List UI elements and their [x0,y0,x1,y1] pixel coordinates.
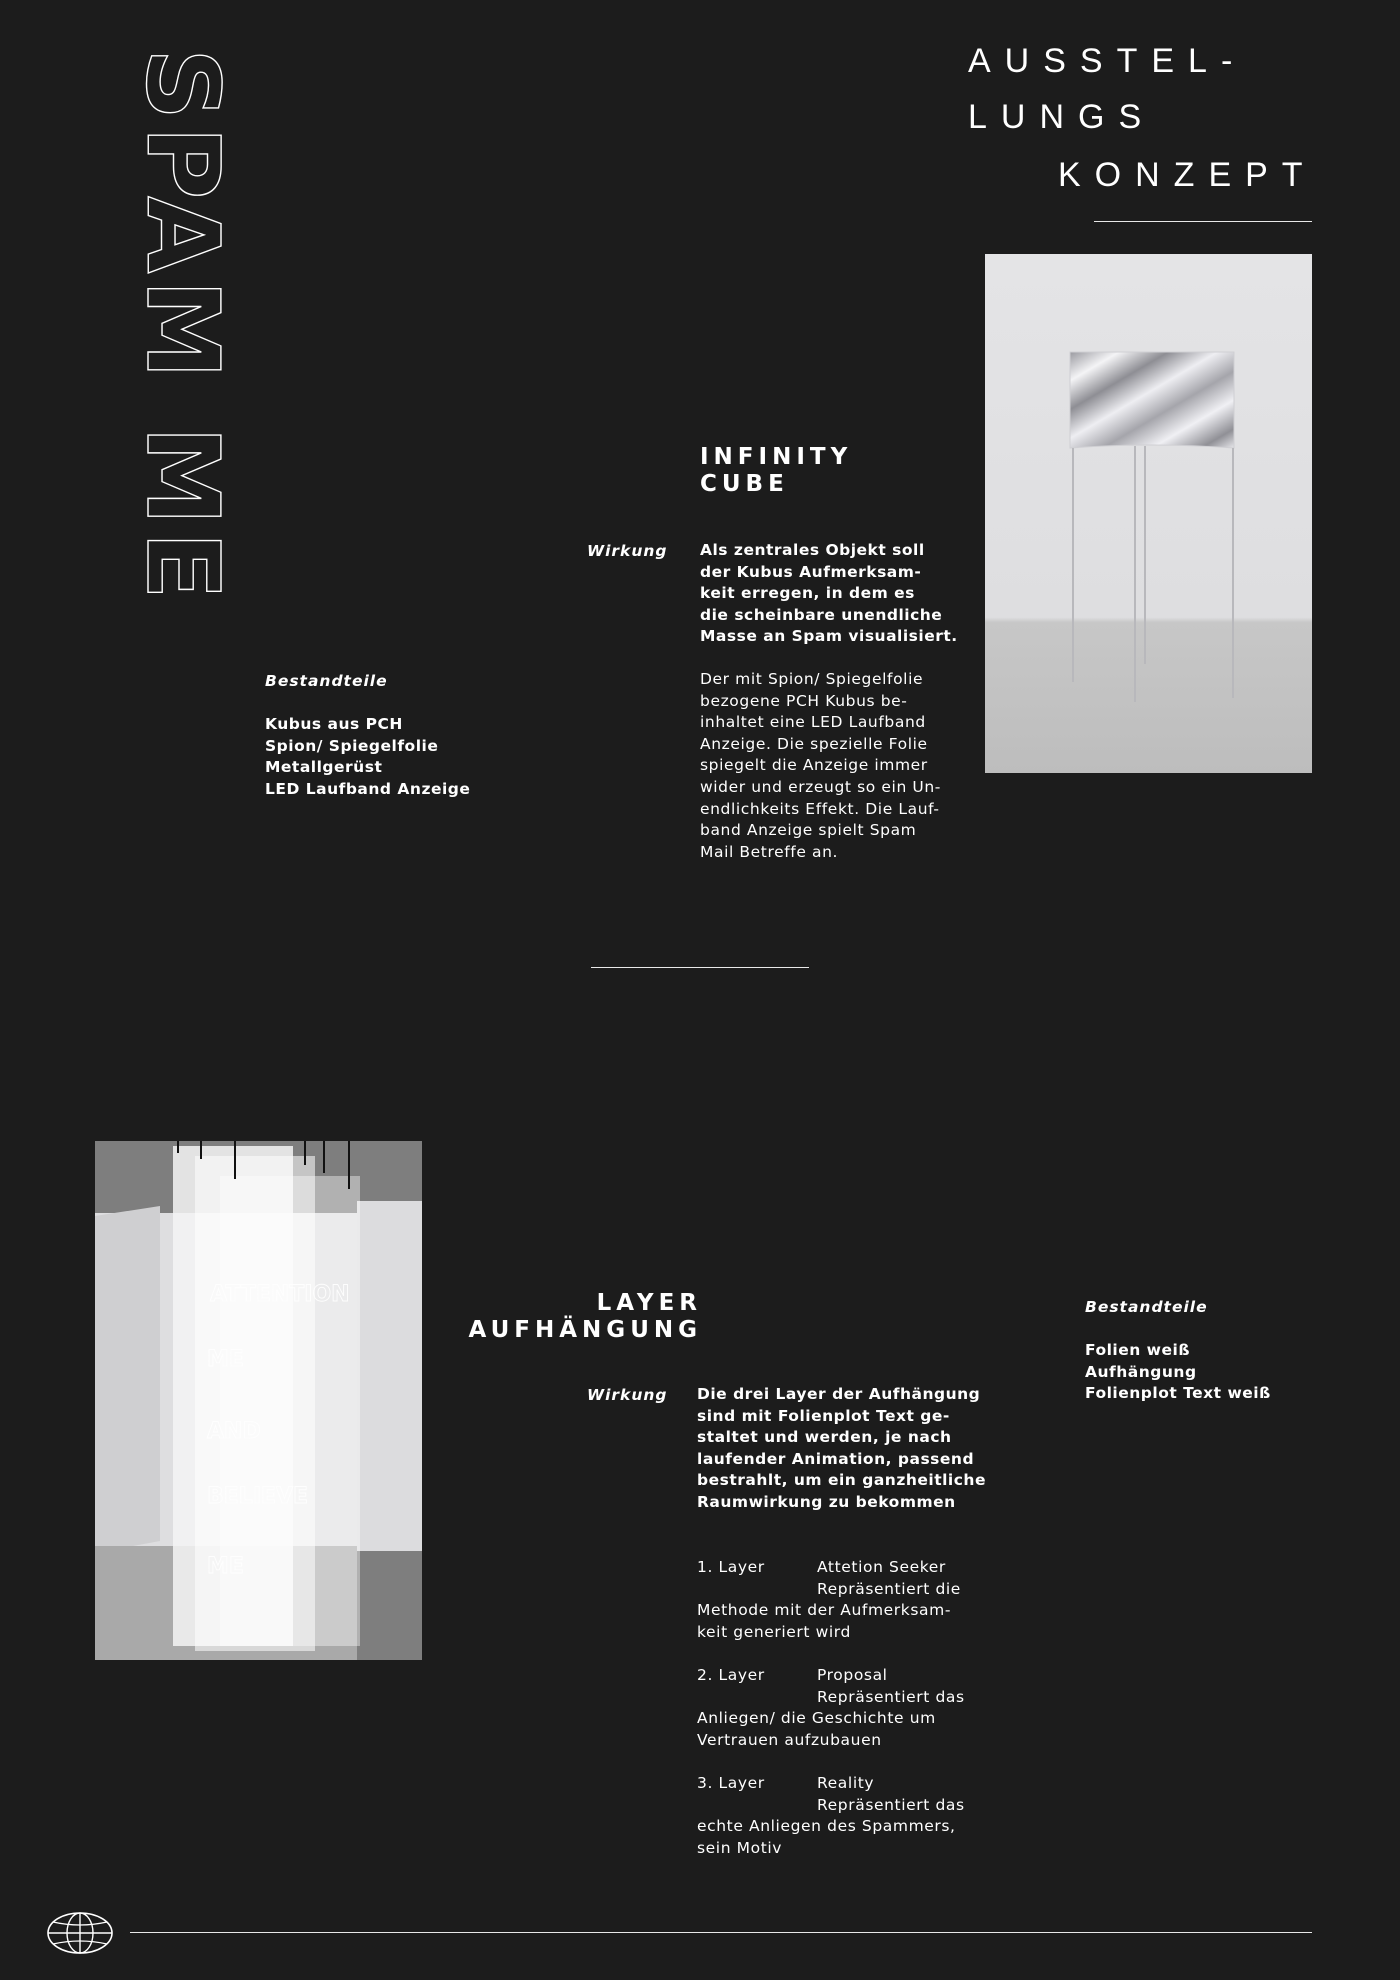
header-title-line3: KONZEPT [1058,156,1317,194]
layer-aufhaengung-photo [95,1141,422,1660]
layer-item-1 [697,1557,997,1643]
layer-desc-line1: Repräsentiert das [817,1687,965,1706]
layer-desc-line1: Repräsentiert die [817,1579,961,1598]
globe-icon [45,1910,115,1956]
layer-desc-rest: Anliegen/ die Geschichte um Vertrauen aufzubauen [697,1709,936,1749]
photo-layer-word: BELIEVE [207,1484,309,1509]
header-title-line1: AUSSTEL- [968,42,1247,80]
infinity-cube-wirkung-text: Als zentrales Objekt soll der Kubus Aufmerksam- keit erregen, in dem es die scheinbare unendliche Masse an Spam visualisiert. [700,541,958,646]
globe-icon-svg [45,1910,115,1956]
layer-number: 1. Layer [697,1558,765,1576]
infinity-cube-title [700,444,852,498]
infinity-cube-bestandteile-list: Kubus aus PCH Spion/ Spiegelfolie Metallgerüst LED Laufband Anzeige [265,715,471,798]
layer-aufhaengung-bestandteile-list: Folien weiß Aufhängung Folienplot Text weiß [1085,1341,1271,1403]
layer-number: 2. Layer [697,1666,765,1684]
photo-layer-word: ME [207,1347,244,1372]
photo-layer-word: ATTENTION [210,1282,350,1307]
section-divider [591,967,809,968]
layer-number: 3. Layer [697,1774,765,1792]
layer-aufhaengung-wirkung-label: Wirkung [587,1386,668,1404]
infinity-cube-bestandteile-label: Bestandteile [265,672,388,690]
layer-item-2 [697,1665,997,1751]
infinity-cube-title-line1: INFINITY [700,444,853,470]
infinity-cube-title-line2: CUBE [700,471,789,497]
layer-aufhaengung-title [400,1290,702,1344]
header-divider [1094,221,1312,222]
layer-aufhaengung-title-line2: AUFHÄNGUNG [468,1317,702,1343]
infinity-cube-description: Der mit Spion/ Spiegelfolie bezogene PCH Kubus be- inhaltet eine LED Laufband Anzeige. Die spezielle Folie spiegelt die Anzeige immer wider und erzeugt so ein Un- endlichkeits Effekt. Die Lauf- band Anzeige spielt Spam Mail Betreffe an. [700,670,941,861]
layer-aufhaengung-wirkung-text: Die drei Layer der Aufhängung sind mit Folienplot Text ge- staltet und werden, je nach laufender Animation, passend bestrahlt, um ein ganzheitliche Raumwirkung zu bekommen [697,1385,986,1511]
layer-name: Proposal [817,1666,888,1684]
photo-layer-word: AND [207,1419,261,1444]
layer-aufhaengung-bestandteile-label: Bestandteile [1085,1298,1208,1316]
vertical-title-svg [62,48,241,718]
infinity-cube-wirkung-label: Wirkung [587,542,668,560]
layer-desc-rest: echte Anliegen des Spammers, sein Motiv [697,1817,956,1857]
photo-layer-word: ME [207,1554,244,1579]
layer-item-3 [697,1773,997,1859]
layer-desc-line1: Repräsentiert das [817,1795,965,1814]
layer-name: Attetion Seeker [817,1558,946,1576]
layer-desc-rest: Methode mit der Aufmerksam- keit generiert wird [697,1601,952,1641]
header-title-line2: LUNGS [968,98,1156,136]
vertical-title [62,48,241,718]
layer-name: Reality [817,1774,875,1792]
vertical-title-text: SPAM ME [124,48,241,606]
infinity-cube-illustration [985,254,1312,773]
infinity-cube-photo [985,254,1312,773]
layer-aufhaengung-illustration [95,1141,422,1660]
layer-aufhaengung-title-line1: LAYER [596,1290,702,1316]
footer-divider [130,1932,1312,1933]
